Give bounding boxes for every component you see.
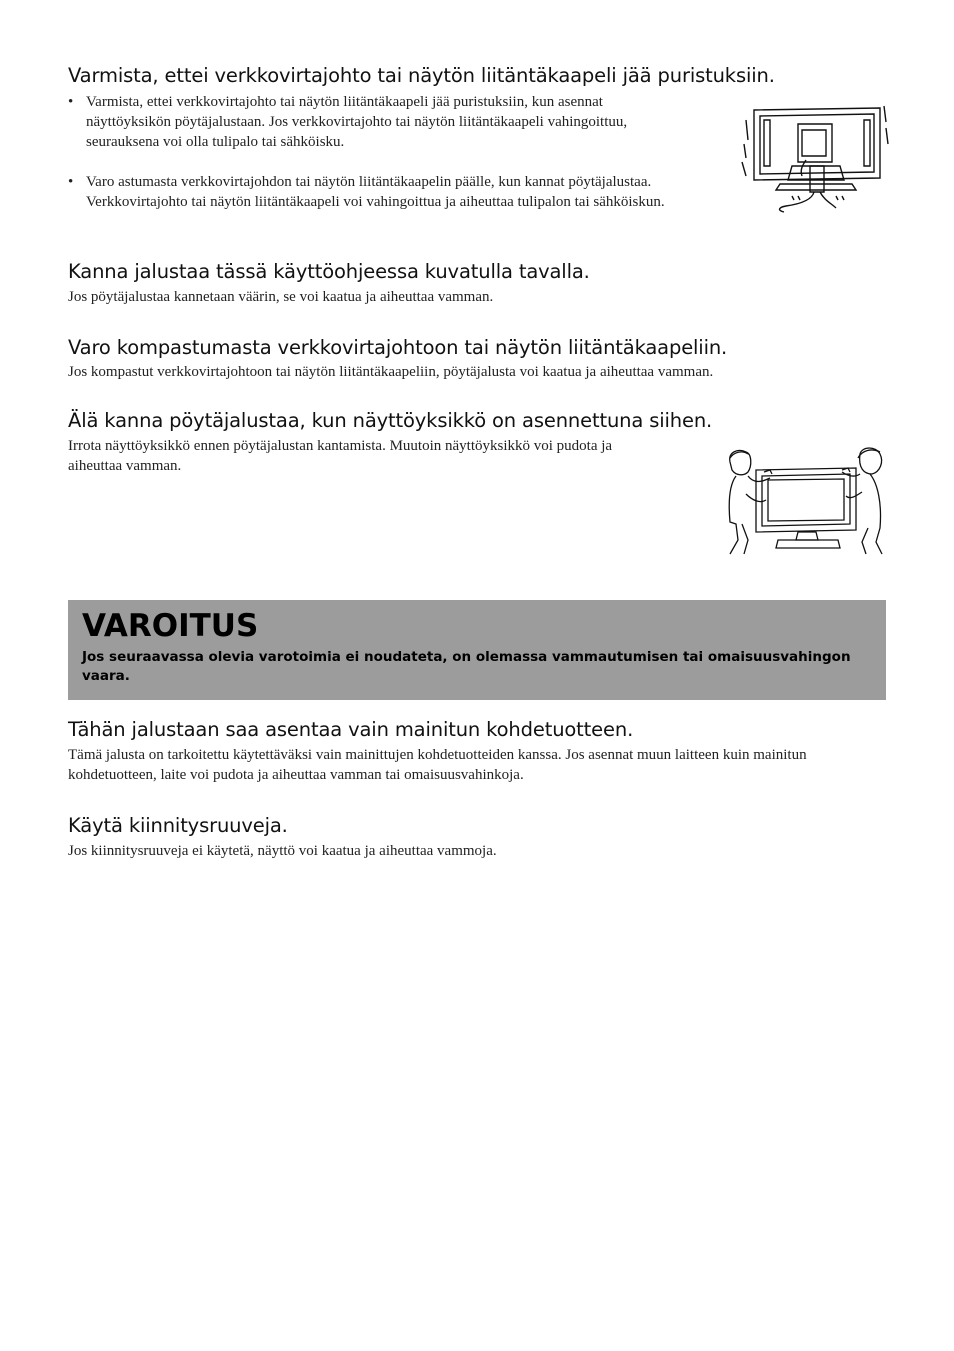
section-heading-carry-stand: Kanna jalustaa tässä käyttöohjeessa kuvatulla tavalla.: [68, 260, 590, 283]
bullet-item: [68, 172, 668, 232]
section-heading-cable-pinch: Varmista, ettei verkkovirtajohto tai näytön liitäntäkaapeli jää puristuksiin.: [68, 64, 775, 87]
bullet-text: Varo astumasta verkkovirtajohdon tai näytön liitäntäkaapelin päälle, kun kannat pöytäjalustaa. Verkkovirtajohto tai näytön liitäntäkaapeli voi vahingoittua ja aiheuttaa tulipalon tai sähköiskun.: [86, 174, 665, 210]
two-people-carrying-monitor-illustration: [722, 444, 892, 559]
bullet-text: Varmista, ettei verkkovirtajohto tai näytön liitäntäkaapeli jää puristuksiin, kun asennat näyttöyksikön pöytäjalustaan. Jos verkkovirtajohto tai näytön liitäntäkaapeli vahingoittuu, seurauksena voi olla tulipalo tai sähköisku.: [86, 94, 628, 150]
warning-banner: [68, 600, 886, 700]
bullet-dot: •: [68, 94, 74, 110]
monitor-rear-cable-illustration: [740, 100, 890, 215]
section-body: Irrota näyttöyksikkö ennen pöytäjalustan kantamista. Muutoin näyttöyksikkö voi pudota ja aiheuttaa vamman.: [68, 438, 613, 474]
bullet-item: [68, 92, 668, 152]
section-body: Jos kompastut verkkovirtajohtoon tai näytön liitäntäkaapeliin, pöytäjalusta voi kaatua ja aiheuttaa vamman.: [68, 364, 714, 380]
warning-subtitle: Jos seuraavassa olevia varotoimia ei noudateta, on olemassa vammautumisen tai omaisuusvahingon vaara.: [82, 649, 851, 684]
section-body: Jos pöytäjalustaa kannetaan väärin, se voi kaatua ja aiheuttaa vamman.: [68, 289, 494, 305]
section-body: Tämä jalusta on tarkoitettu käytettäväksi vain mainittujen kohdetuotteiden kanssa. Jos asennat muun laitteen kuin mainitun kohdetuotteen, laite voi pudota ja aiheuttaa vamman tai omaisuusvahinkoja.: [68, 747, 807, 783]
bullet-dot: •: [68, 174, 74, 190]
section-heading-target-product-only: Tähän jalustaan saa asentaa vain mainitun kohdetuotteen.: [68, 718, 634, 741]
section-heading-do-not-carry-assembled: Älä kanna pöytäjalustaa, kun näyttöyksikkö on asennettuna siihen.: [68, 409, 713, 432]
section-body: Jos kiinnitysruuveja ei käytetä, näyttö voi kaatua ja aiheuttaa vammoja.: [68, 843, 497, 859]
section-heading-use-screws: Käytä kiinnitysruuveja.: [68, 814, 288, 837]
section-heading-tripping: Varo kompastumasta verkkovirtajohtoon tai näytön liitäntäkaapeliin.: [68, 336, 728, 359]
warning-title: VAROITUS: [82, 608, 259, 644]
